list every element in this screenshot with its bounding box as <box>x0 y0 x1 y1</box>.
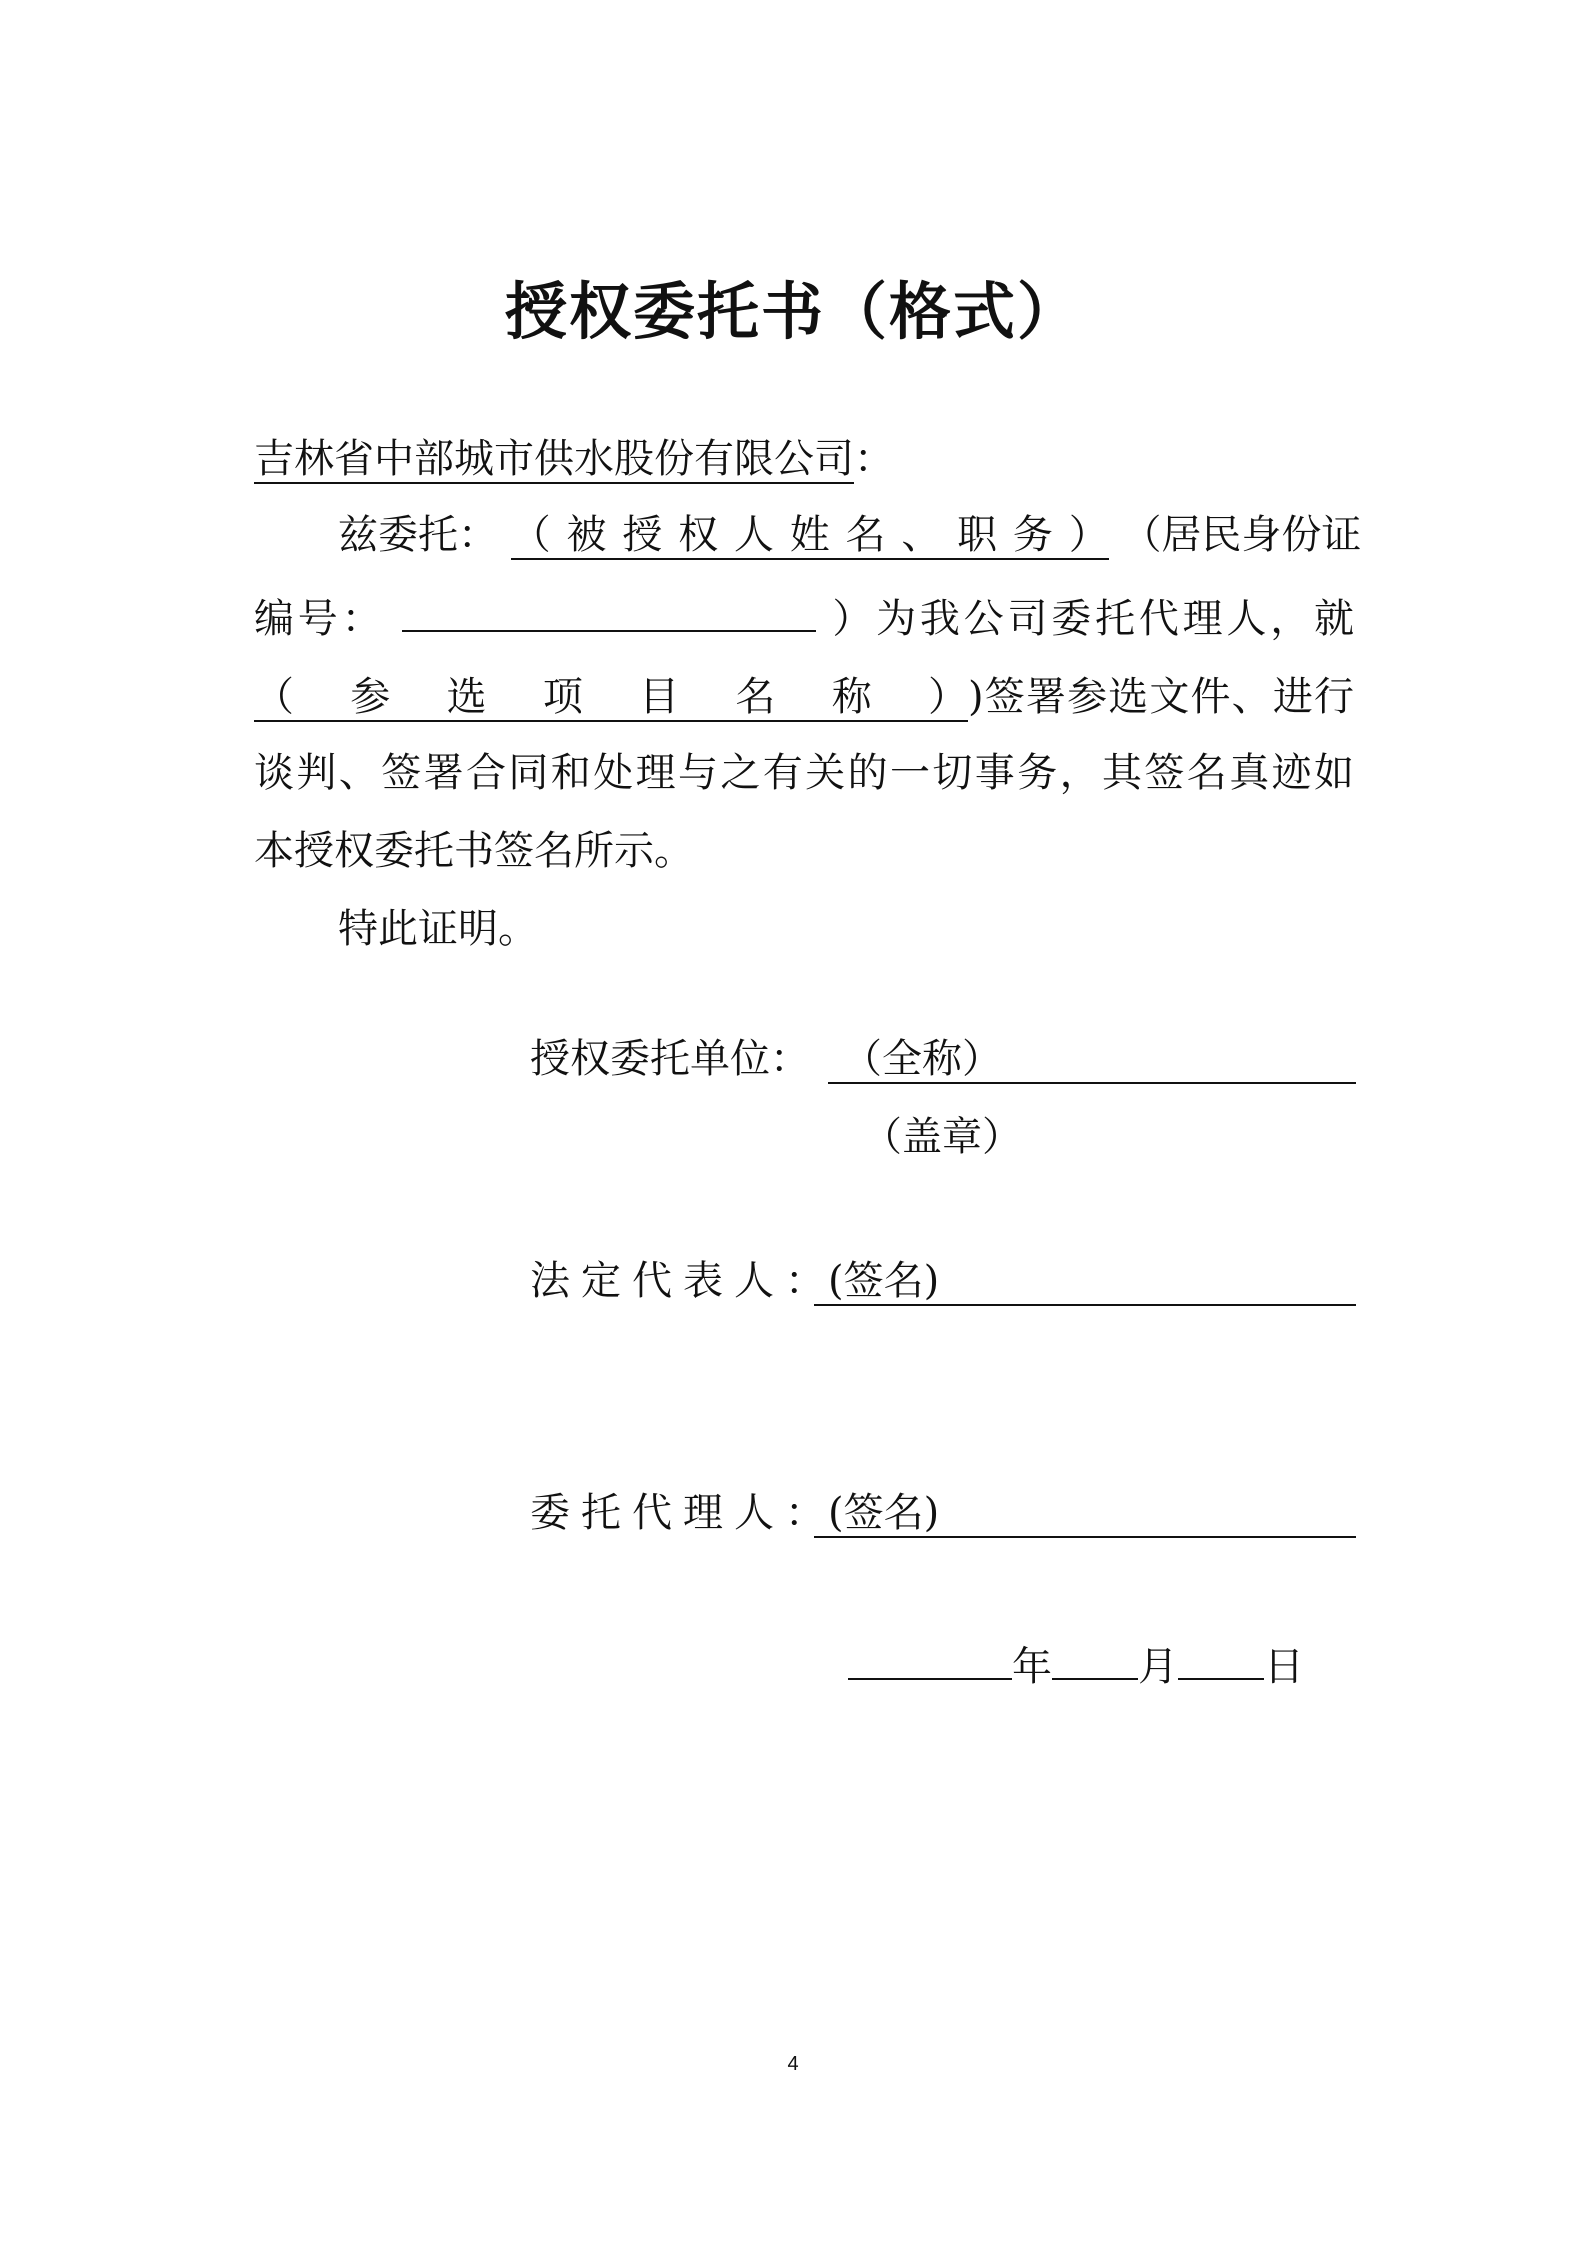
day-field[interactable] <box>1178 1636 1264 1680</box>
authorizing-unit-label: 授权委托单位： <box>530 1036 810 1082</box>
day-label: 日 <box>1264 1644 1304 1690</box>
body-line-5: 本授权委托书签名所示。 <box>254 828 694 874</box>
body-line-2 <box>254 590 1354 646</box>
month-label: 月 <box>1138 1644 1178 1690</box>
legal-rep-signature-field[interactable] <box>814 1258 1356 1306</box>
entrust-lead: 兹委托： <box>338 512 498 558</box>
legal-rep-placeholder: (签名) <box>828 1258 940 1304</box>
document-title: 授权委托书（格式） <box>504 275 1081 348</box>
seal-note: （盖章） <box>862 1114 1022 1160</box>
project-name-placeholder: （参选项目名称） <box>254 674 968 720</box>
legal-rep-row <box>530 1254 1356 1308</box>
agent-name-placeholder: （被授权人姓名、职务） <box>510 512 1109 558</box>
body-line-4: 谈判、签署合同和处理与之有关的一切事务，其签名真迹如 <box>254 750 1354 796</box>
sign-docs-text: )签署参选文件、进行 <box>968 674 1354 720</box>
id-number-label: 编号： <box>254 596 386 642</box>
month-field[interactable] <box>1052 1636 1138 1680</box>
date-row <box>848 1636 1304 1694</box>
agent-placeholder: (签名) <box>828 1490 940 1536</box>
body-line-1 <box>254 508 1362 562</box>
agent-signature-field[interactable] <box>814 1490 1356 1538</box>
year-label: 年 <box>1012 1644 1052 1690</box>
agent-appointment-text: ）为我公司委托代理人，就 <box>832 596 1354 642</box>
id-card-lead: （居民身份证 <box>1121 512 1362 558</box>
addressee-colon: ： <box>854 436 894 482</box>
legal-rep-label: 法定代表人： <box>530 1258 836 1304</box>
agent-name-field[interactable] <box>511 512 1109 560</box>
id-number-field[interactable] <box>402 590 816 632</box>
year-field[interactable] <box>848 1636 1012 1680</box>
addressee-company: 吉林省中部城市供水股份有限公司 <box>254 436 854 482</box>
addressee-line <box>254 432 1354 486</box>
agent-row <box>530 1486 1356 1540</box>
page-number: 4 <box>787 2053 799 2075</box>
certification-text: 特此证明。 <box>338 906 538 952</box>
project-name-field[interactable] <box>254 674 968 722</box>
agent-label: 委托代理人： <box>530 1490 836 1536</box>
authorizing-unit-field[interactable] <box>828 1036 1356 1084</box>
body-line-3 <box>254 670 1354 724</box>
authorizing-unit-row <box>530 1032 1356 1086</box>
authorizing-unit-placeholder: （全称） <box>842 1036 1002 1082</box>
